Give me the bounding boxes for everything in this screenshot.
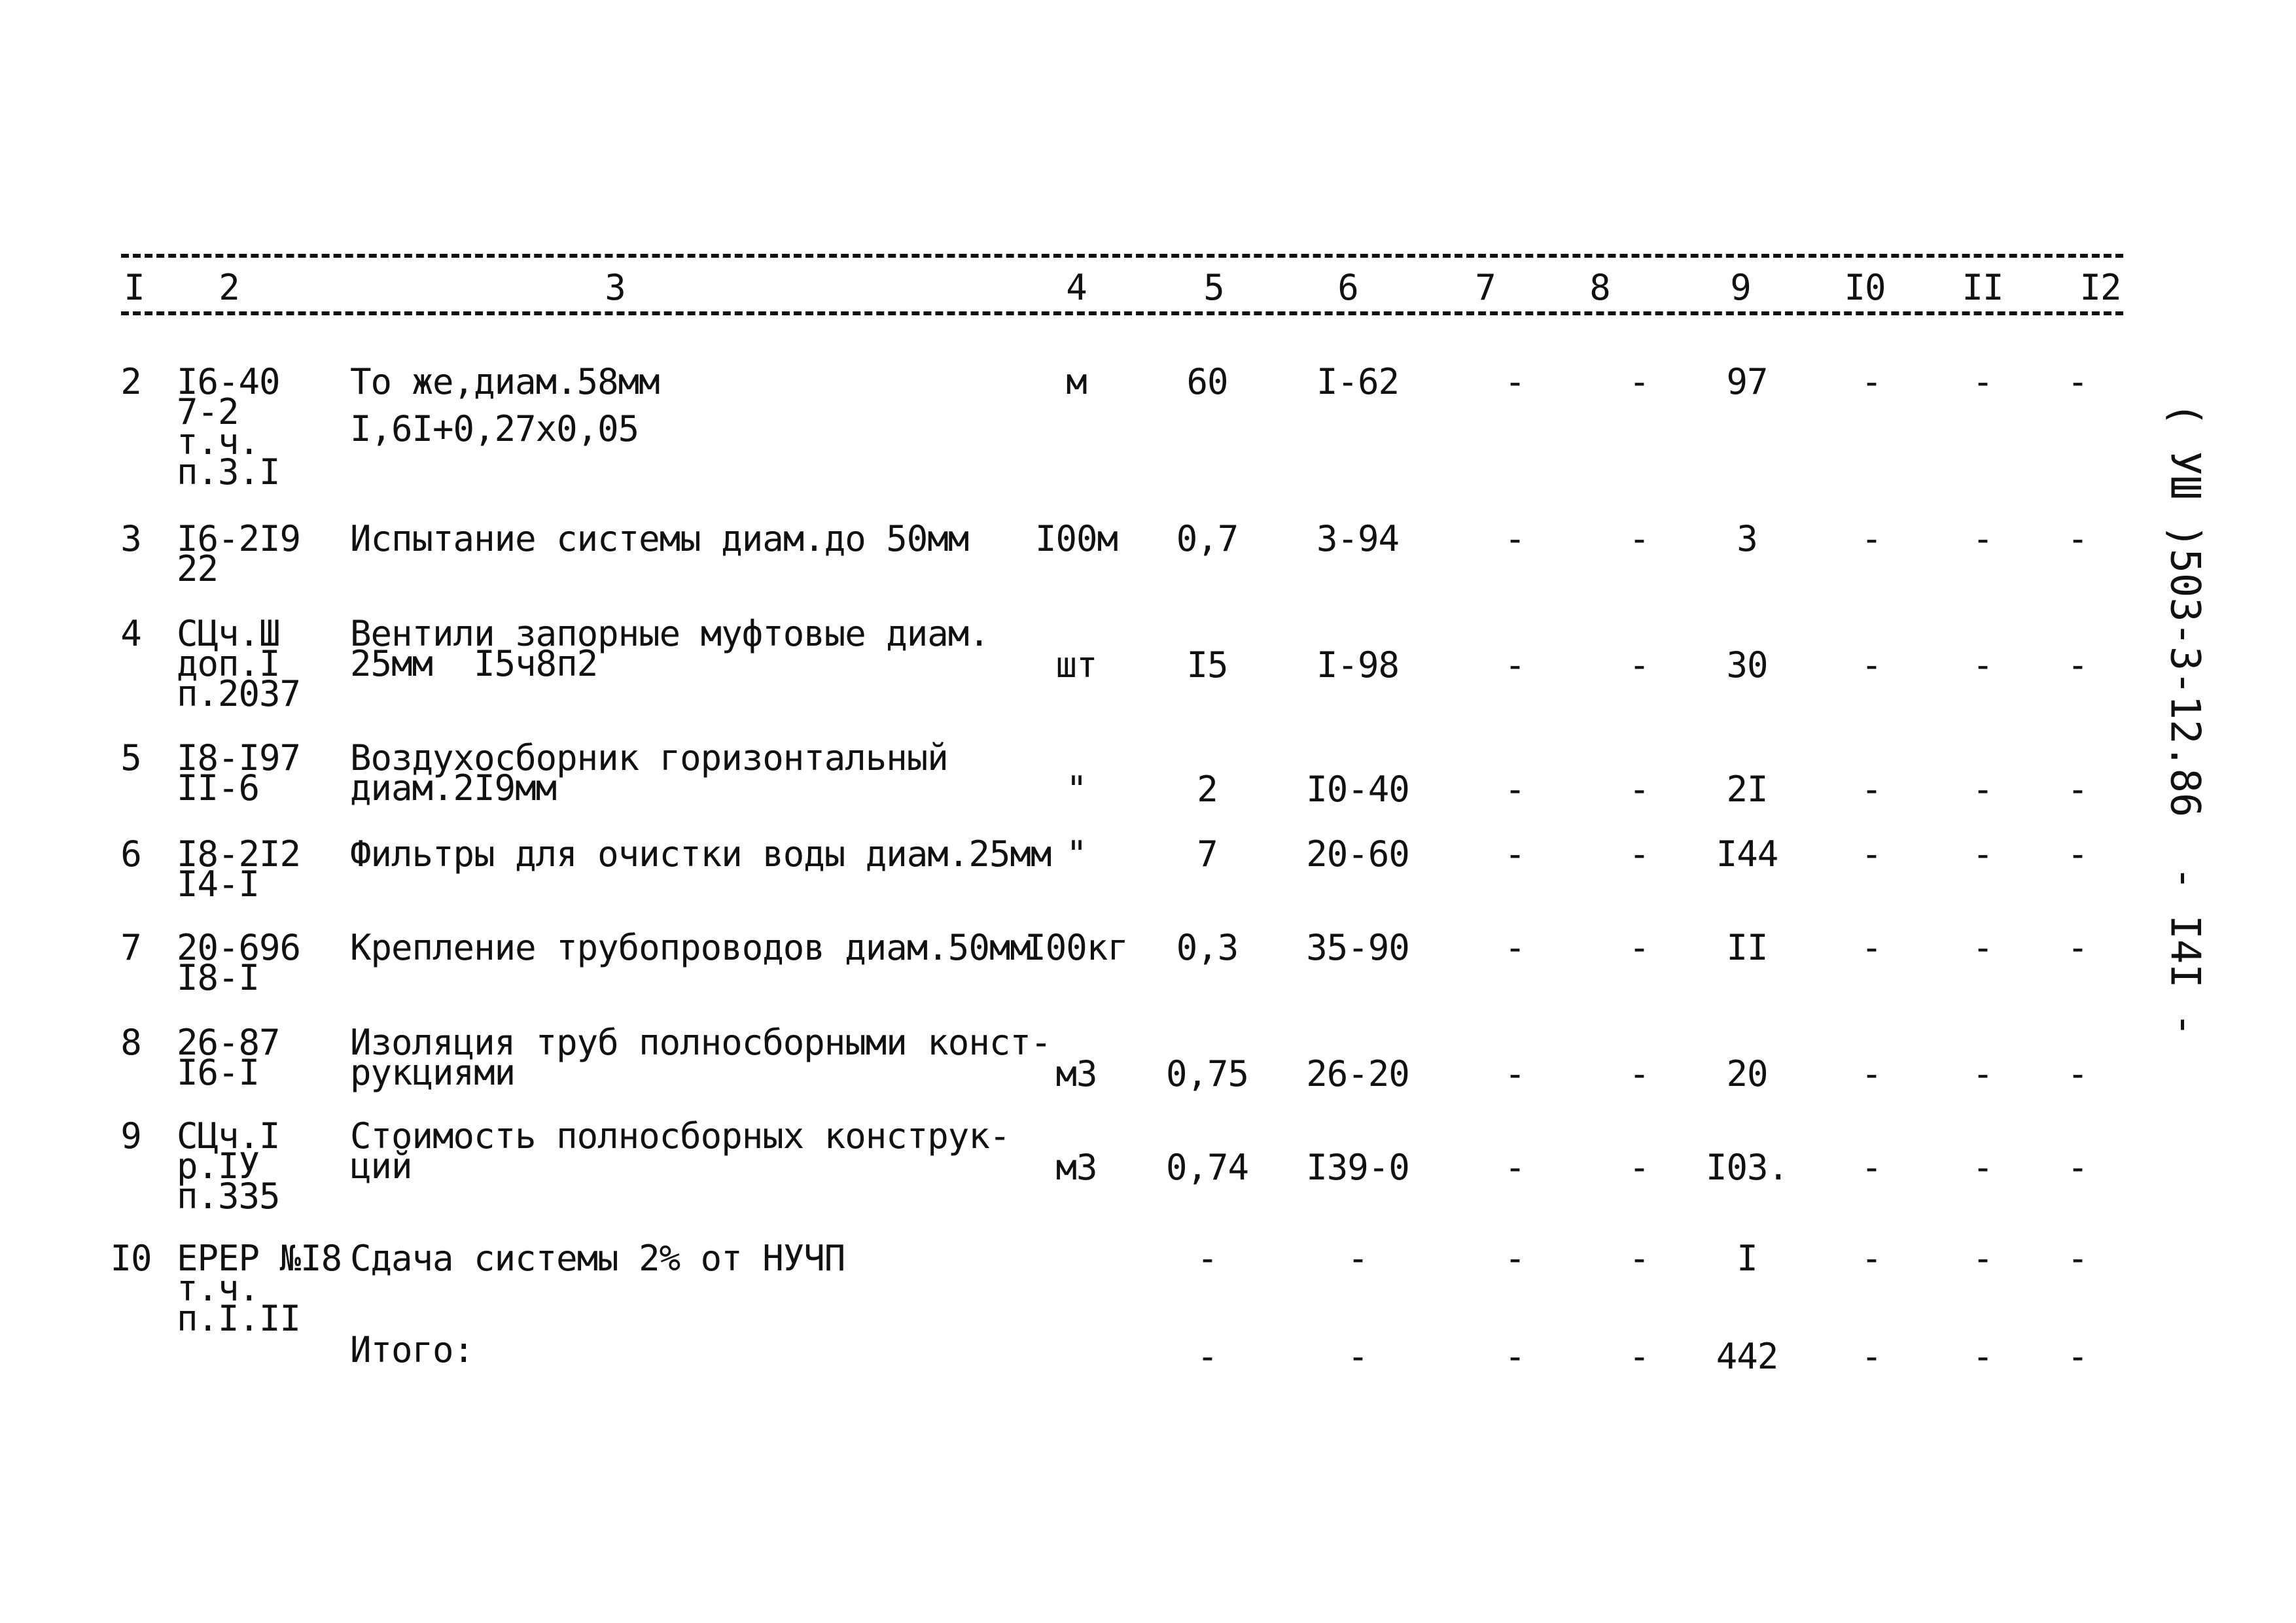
cell-c11: - xyxy=(1972,927,1993,968)
work-description-line: Стоимость полносборных конструк- xyxy=(350,1115,1010,1157)
cell-price: - xyxy=(1347,1238,1368,1279)
total-c7: - xyxy=(1504,1336,1525,1377)
cell-price: I-98 xyxy=(1316,644,1400,686)
cell-c7: - xyxy=(1504,361,1525,402)
cell-price: 3-94 xyxy=(1316,518,1400,559)
column-header: II xyxy=(1962,267,2004,308)
row-number: 5 xyxy=(120,737,141,778)
total-price: - xyxy=(1347,1336,1368,1377)
cell-c12: - xyxy=(2067,833,2088,875)
cell-c9: II xyxy=(1726,927,1768,968)
work-description-line: Сдача системы 2% от НУЧП xyxy=(350,1238,845,1279)
row-number: 3 xyxy=(120,518,141,559)
cell-c12: - xyxy=(2067,1053,2088,1094)
work-description-line: Вентили запорные муфтовые диам. xyxy=(350,613,989,654)
norm-code-line: п.3.I xyxy=(177,451,280,493)
cell-c8: - xyxy=(1629,361,1650,402)
cell-c12: - xyxy=(2067,644,2088,686)
cell-c9: 2I xyxy=(1726,769,1768,810)
cell-unit: м3 xyxy=(1055,1053,1097,1094)
norm-code-line: п.335 xyxy=(177,1176,280,1217)
cell-c10: - xyxy=(1861,1238,1882,1279)
work-description-line: Фильтры для очистки воды диам.25мм xyxy=(350,833,1051,875)
cell-c10: - xyxy=(1861,361,1882,402)
column-header: 7 xyxy=(1475,267,1496,308)
cell-c10: - xyxy=(1861,833,1882,875)
norm-code-line: I6-40 xyxy=(177,361,280,402)
cell-qty: 0,7 xyxy=(1176,518,1239,559)
work-description-line: Воздухосборник горизонтальный xyxy=(350,737,948,778)
total-c9: 442 xyxy=(1716,1336,1778,1377)
work-description-line: 25мм I5ч8п2 xyxy=(350,643,598,684)
cell-c8: - xyxy=(1629,833,1650,875)
cell-c11: - xyxy=(1972,1053,1993,1094)
column-header: 5 xyxy=(1203,267,1224,308)
cell-c12: - xyxy=(2067,1147,2088,1188)
cell-c11: - xyxy=(1972,644,1993,686)
work-description-line: Изоляция труб полносборными конст- xyxy=(350,1022,1051,1063)
column-header: I0 xyxy=(1844,267,1886,308)
norm-code-line: I4-I xyxy=(177,864,260,905)
column-header: 9 xyxy=(1730,267,1751,308)
cell-c10: - xyxy=(1861,1147,1882,1188)
row-number: 9 xyxy=(120,1115,141,1157)
cell-qty: 0,75 xyxy=(1165,1053,1249,1094)
norm-code-line: I8-I xyxy=(177,957,260,998)
cell-unit: м xyxy=(1066,361,1087,402)
cell-c11: - xyxy=(1972,1147,1993,1188)
norm-code-line: I6-I xyxy=(177,1052,260,1093)
top-rule xyxy=(121,254,2123,258)
work-description-line: диам.2I9мм xyxy=(350,767,557,809)
cell-qty: 2 xyxy=(1197,769,1218,810)
cell-c11: - xyxy=(1972,1238,1993,1279)
cell-price: 20-60 xyxy=(1306,833,1409,875)
column-header: I2 xyxy=(2079,267,2121,308)
norm-code-line: п.I.II xyxy=(177,1298,301,1339)
cell-c8: - xyxy=(1629,644,1650,686)
work-description-line: Крепление трубопроводов диам.50мм xyxy=(350,927,1031,968)
cell-qty: - xyxy=(1197,1238,1218,1279)
column-header: 4 xyxy=(1066,267,1087,308)
norm-code-line: 26-87 xyxy=(177,1022,280,1063)
cell-unit: м3 xyxy=(1055,1147,1097,1188)
cell-c7: - xyxy=(1504,1238,1525,1279)
cell-c7: - xyxy=(1504,644,1525,686)
cell-c11: - xyxy=(1972,833,1993,875)
work-description-line: ций xyxy=(350,1145,412,1187)
cell-unit: " xyxy=(1066,769,1087,810)
row-number: 2 xyxy=(120,361,141,402)
cell-c10: - xyxy=(1861,769,1882,810)
column-header: 2 xyxy=(219,267,239,308)
cell-c12: - xyxy=(2067,518,2088,559)
cell-c12: - xyxy=(2067,927,2088,968)
norm-code-line: II-6 xyxy=(177,767,260,809)
cell-price: 35-90 xyxy=(1306,927,1409,968)
norm-code-line: СЦч.Ш xyxy=(177,613,280,654)
cell-c10: - xyxy=(1861,518,1882,559)
cell-c9: 30 xyxy=(1726,644,1768,686)
cell-c9: I44 xyxy=(1716,833,1778,875)
cell-unit: I00кг xyxy=(1025,927,1128,968)
norm-code-line: р.IУ xyxy=(177,1145,260,1187)
cell-price: I39-0 xyxy=(1306,1147,1409,1188)
norm-code-line: п.2037 xyxy=(177,673,301,714)
cell-c7: - xyxy=(1504,1147,1525,1188)
total-c10: - xyxy=(1861,1336,1882,1377)
cell-unit: шт xyxy=(1055,644,1097,686)
norm-code-line: СЦч.I xyxy=(177,1115,280,1157)
cell-qty: 0,74 xyxy=(1165,1147,1249,1188)
norm-code-line: ЕРЕР №I8 xyxy=(177,1238,342,1279)
work-description-line: I,6I+0,27x0,05 xyxy=(350,408,639,449)
total-label: Итого: xyxy=(350,1329,474,1370)
norm-code-line: I6-2I9 xyxy=(177,518,301,559)
cell-c8: - xyxy=(1629,1147,1650,1188)
cell-qty: 60 xyxy=(1186,361,1228,402)
work-description-line: рукциями xyxy=(350,1052,516,1093)
row-number: 7 xyxy=(120,927,141,968)
norm-code-line: 7-2 xyxy=(177,391,239,432)
column-header: I xyxy=(124,267,145,308)
cell-c9: I03. xyxy=(1705,1147,1789,1188)
norm-code-line: т.ч. xyxy=(177,421,260,462)
cell-c12: - xyxy=(2067,1238,2088,1279)
total-c8: - xyxy=(1629,1336,1650,1377)
norm-code-line: т.ч. xyxy=(177,1268,260,1309)
cell-price: I0-40 xyxy=(1306,769,1409,810)
cell-c8: - xyxy=(1629,927,1650,968)
cell-c9: 20 xyxy=(1726,1053,1768,1094)
norm-code-line: 20-696 xyxy=(177,927,301,968)
norm-code-line: I8-2I2 xyxy=(177,833,301,875)
cell-c11: - xyxy=(1972,361,1993,402)
cell-c7: - xyxy=(1504,927,1525,968)
cell-unit: I00м xyxy=(1034,518,1118,559)
cell-c8: - xyxy=(1629,769,1650,810)
header-rule xyxy=(121,311,2123,315)
row-number: 8 xyxy=(120,1022,141,1063)
cell-c8: - xyxy=(1629,518,1650,559)
cell-unit: " xyxy=(1066,833,1087,875)
cell-c9: I xyxy=(1737,1238,1757,1279)
cell-c7: - xyxy=(1504,769,1525,810)
cell-c9: 97 xyxy=(1726,361,1768,402)
cell-c8: - xyxy=(1629,1053,1650,1094)
work-description-line: Испытание системы диам.до 50мм xyxy=(350,518,969,559)
row-number: 4 xyxy=(120,613,141,654)
cell-c9: 3 xyxy=(1737,518,1757,559)
total-qty: - xyxy=(1197,1336,1218,1377)
total-c11: - xyxy=(1972,1336,1993,1377)
cell-price: 26-20 xyxy=(1306,1053,1409,1094)
row-number: I0 xyxy=(110,1238,152,1279)
cell-c12: - xyxy=(2067,361,2088,402)
cell-c7: - xyxy=(1504,833,1525,875)
work-description-line: То же,диам.58мм xyxy=(350,361,660,402)
column-header: 3 xyxy=(605,267,626,308)
cell-c11: - xyxy=(1972,769,1993,810)
cell-price: I-62 xyxy=(1316,361,1400,402)
cell-c10: - xyxy=(1861,927,1882,968)
cell-qty: 0,3 xyxy=(1176,927,1239,968)
side-page-number: ( УШ )503-3-12.86 - I4I - xyxy=(2161,402,2210,1038)
cell-c10: - xyxy=(1861,1053,1882,1094)
norm-code-line: I8-I97 xyxy=(177,737,301,778)
row-number: 6 xyxy=(120,833,141,875)
norm-code-line: 22 xyxy=(177,548,219,589)
cell-c7: - xyxy=(1504,1053,1525,1094)
cell-c10: - xyxy=(1861,644,1882,686)
column-header: 6 xyxy=(1337,267,1358,308)
cell-qty: I5 xyxy=(1186,644,1228,686)
cell-c8: - xyxy=(1629,1238,1650,1279)
total-c12: - xyxy=(2067,1336,2088,1377)
norm-code-line: доп.I xyxy=(177,643,280,684)
cell-c12: - xyxy=(2067,769,2088,810)
cell-qty: 7 xyxy=(1197,833,1218,875)
cell-c7: - xyxy=(1504,518,1525,559)
column-header: 8 xyxy=(1589,267,1610,308)
cell-c11: - xyxy=(1972,518,1993,559)
